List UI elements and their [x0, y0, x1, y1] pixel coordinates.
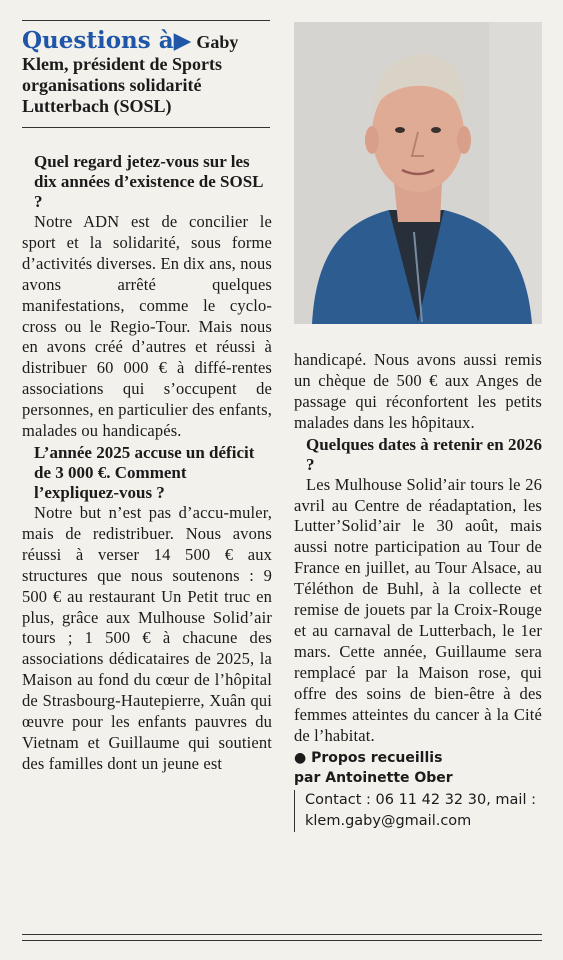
answer-3	[294, 475, 542, 747]
answer-2-left-text: Notre but n’est pas d’accu-muler, mais de redistribuer. Nous avons réussi à verser 14 500 € aux structures que nous soutenons : 9 500 € au restaurant Un Petit truc en plus, grâce aux Mulhouse Solid’air tours ; 1 500 € à chacune des associations dédicataires de 2025, la Maison au fond du cœur de l’hôpital de Strasbourg-Hautepierre, Xuân qui œuvre pour les enfants pauvres du Vietnam et Guillaume qui soutient des familles dont un jeune est	[22, 502, 272, 773]
credit	[294, 748, 542, 788]
answer-2-left	[22, 503, 272, 775]
question-2: L’année 2025 accuse un déficit de 3 000 €. Comment l’expliquez-vous ?	[34, 442, 255, 502]
right-column	[294, 350, 542, 832]
answer-2-right: handicapé. Nous avons aussi remis un chèque de 500 € aux Anges de passage qui réconfortent les petits malades dans les hôpitaux.	[294, 350, 542, 432]
bottom-rule-1	[22, 934, 542, 935]
top-rule	[22, 20, 270, 21]
credit-line-1	[294, 748, 542, 768]
credit-line-2: par Antoinette Ober	[294, 770, 453, 787]
portrait-illustration	[294, 22, 542, 324]
article-header	[22, 22, 272, 117]
contact-box	[294, 790, 542, 832]
contact-email[interactable]: klem.gaby@gmail.com	[305, 813, 472, 830]
left-column	[22, 22, 272, 775]
question-1: Quel regard jetez-vous sur les dix années d’existence de SOSL ?	[34, 152, 263, 211]
answer-3-text: Les Mulhouse Solid’air tours le 26 avril au Centre de réadaptation, les Lutter’Solid’air le 30 août, mais aussi notre participation au Tour de France en juillet, au Tour Alsace, au Téléthon de Buhl, à la collecte et remise de jouets par la Croix-Rouge et au carnaval de Lutterbach, le 1er mars. Cette année, Guillaume sera remplacé par la Maison rose, qui offre des soins de bien-être à des femmes atteintes du cancer à la Cité de l’habitat.	[294, 474, 542, 745]
bullet-icon: ●	[294, 750, 307, 767]
bottom-rule-2	[22, 940, 542, 941]
triangle-arrow-icon: ▶	[173, 27, 192, 54]
answer-1-text: Notre ADN est de concilier le sport et la solidarité, sous forme d’activités diverses. En dix ans, nous avons arrêté quelques manifestations, comme le cyclo-cross ou le Regio-Tour. Mais nous en avons créé d’autres et réussi à distribuer 60 000 € à diffé-rentes associations qui s’occupent de personnes, en particulier des enfants, malades ou handicapés.	[22, 212, 272, 441]
subject-line: Gaby Klem, président de Sports organisations solidarité Lutterbach (SOSL)	[22, 32, 239, 116]
answer-1	[22, 212, 272, 442]
question-3: Quelques dates à retenir en 2026 ?	[306, 434, 542, 474]
credit-line-1-text: Propos recueillis	[311, 750, 443, 767]
header-rule	[22, 127, 270, 128]
kicker: Questions à	[22, 27, 174, 54]
portrait-photo	[294, 22, 542, 324]
contact-phone: Contact : 06 11 42 32 30, mail :	[305, 792, 536, 809]
